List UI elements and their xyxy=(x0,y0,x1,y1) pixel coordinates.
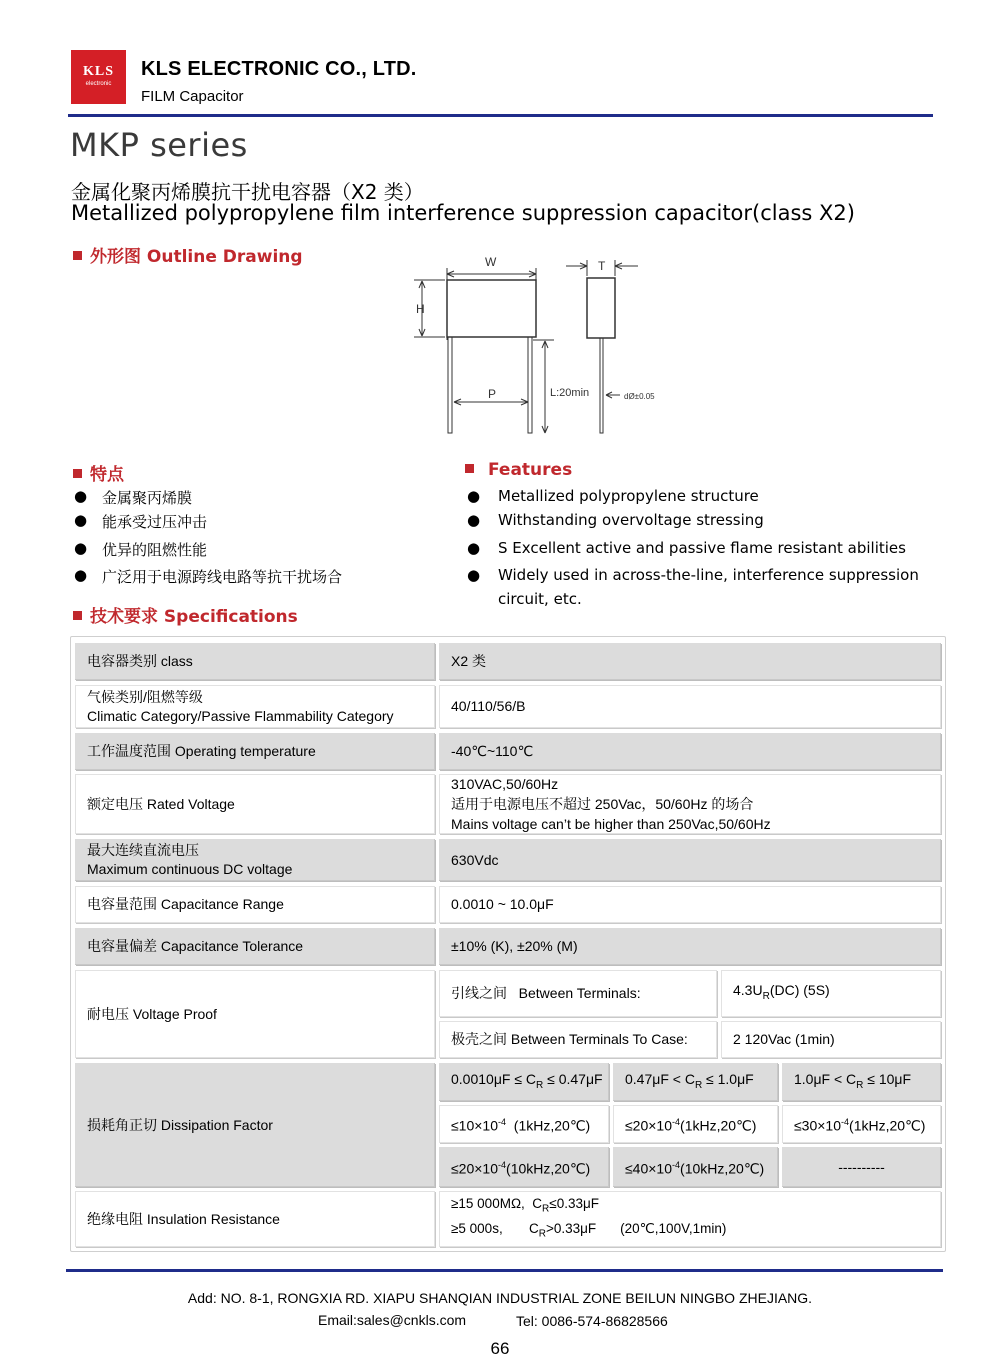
bullet-icon: ● xyxy=(74,539,88,557)
value-part: (10kHz,20℃) xyxy=(680,1160,765,1177)
dim-l-label: L:20min xyxy=(550,387,590,399)
square-bullet-icon xyxy=(73,469,82,478)
header-divider xyxy=(68,114,933,117)
value-subscript: R xyxy=(694,1079,703,1091)
value-part: ≤0.33μF xyxy=(549,1196,599,1212)
spec-label-text: 极壳之间 Between Terminals To Case: xyxy=(451,1031,688,1047)
df-value-10kHz-range-3 xyxy=(782,1147,941,1187)
value-part: (20℃,100V,1min) xyxy=(620,1221,727,1236)
spec-label-text: 电容量范围 Capacitance Range xyxy=(87,896,284,912)
spec-value-cap-tolerance xyxy=(439,928,941,965)
df-value-1kHz-range-3 xyxy=(782,1105,941,1143)
spec-value-climatic xyxy=(439,685,941,728)
spec-value-temperature xyxy=(439,733,941,770)
df-header-text xyxy=(794,1070,941,1095)
value-part: ≤30×10 xyxy=(794,1117,842,1134)
value-subscript: R xyxy=(536,1079,544,1091)
bullet-icon: ● xyxy=(467,511,481,529)
features-en-heading xyxy=(465,460,572,480)
value-part: ≤20×10 xyxy=(625,1117,673,1134)
feature-en-text: Withstanding overvoltage stressing xyxy=(498,511,764,529)
square-bullet-icon xyxy=(73,611,82,620)
spec-value-text: 310VAC,50/60Hz xyxy=(451,776,559,792)
series-title: MKP series xyxy=(70,126,248,164)
df-value-10kHz-range-1 xyxy=(439,1147,609,1187)
df-value-text xyxy=(625,1156,778,1179)
value-exponent: -4 xyxy=(841,1116,850,1127)
spec-label-text: 工作温度范围 Operating temperature xyxy=(87,743,316,759)
value-part: ≤40×10 xyxy=(625,1160,673,1177)
spec-label-text: Maximum continuous DC voltage xyxy=(87,861,293,877)
spec-value-terminals-to-case xyxy=(721,1021,941,1058)
feature-cn-text: 广泛用于电源跨线电路等抗干扰场合 xyxy=(102,568,343,586)
outline-heading-text: 外形图 Outline Drawing xyxy=(90,247,303,267)
value-subscript: R xyxy=(538,1228,546,1240)
spec-label-dissipation-factor xyxy=(75,1063,435,1187)
spec-label-voltage-proof xyxy=(75,970,435,1058)
feature-en-text: circuit, etc. xyxy=(498,590,582,608)
value-part: >0.33μF xyxy=(545,1221,597,1236)
dim-p-label: P xyxy=(488,387,497,401)
spec-value-text: 630Vdc xyxy=(451,851,499,868)
product-type: FILM Capacitor xyxy=(141,88,244,105)
logo-subtext: electronic xyxy=(85,81,112,87)
specifications-heading xyxy=(73,602,298,627)
value-part: (DC) (5S) xyxy=(769,982,830,999)
spec-label-climatic xyxy=(75,685,435,728)
value-part: ≤ 10μF xyxy=(863,1070,912,1087)
spec-value-class xyxy=(439,643,941,680)
spec-value-dc-voltage xyxy=(439,839,941,881)
logo-text: KLS xyxy=(82,64,114,79)
spec-value-text: 0.0010 ~ 10.0μF xyxy=(451,896,554,912)
title-chinese: 金属化聚丙烯膜抗干扰电容器（X2 类） xyxy=(71,180,424,204)
specifications-heading-text: 技术要求 Specifications xyxy=(90,607,298,627)
df-header-text xyxy=(625,1070,778,1095)
bullet-icon: ● xyxy=(467,566,481,584)
value-part: 0.0010μF ≤ C xyxy=(451,1070,537,1087)
value-exponent: -4 xyxy=(672,1159,681,1170)
value-part: ≤ 1.0μF xyxy=(702,1070,754,1087)
spec-label-class xyxy=(75,643,435,680)
df-header-range-2 xyxy=(613,1063,778,1101)
footer-divider xyxy=(66,1269,943,1272)
spec-label-cap-range xyxy=(75,886,435,923)
dim-t-label: T xyxy=(598,259,606,273)
spec-label-text: 额定电压 Rated Voltage xyxy=(87,795,235,812)
square-bullet-icon xyxy=(465,464,474,473)
value-part: (10kHz,20℃) xyxy=(506,1160,591,1177)
df-header-text xyxy=(451,1070,609,1095)
outline-drawing xyxy=(412,250,682,445)
dim-h-label: H xyxy=(416,302,425,316)
value-subscript: R xyxy=(762,990,770,1002)
bullet-icon: ● xyxy=(467,487,481,505)
value-subscript: R xyxy=(856,1079,864,1091)
outline-heading xyxy=(73,242,303,267)
df-header-range-3 xyxy=(782,1063,941,1101)
spec-value-insulation xyxy=(439,1191,941,1247)
spec-value-text: Mains voltage can’t be higher than 250Vac,50/60Hz xyxy=(451,816,771,832)
value-exponent: -4 xyxy=(498,1116,507,1127)
footer-address: Add: NO. 8-1, RONGXIA RD. XIAPU SHANQIAN INDUSTRIAL ZONE BEILUN NINGBO ZHEJIANG. xyxy=(187,1290,813,1306)
spec-label-text: 绝缘电阻 Insulation Resistance xyxy=(87,1210,280,1227)
dim-d-label: dØ±0.05 xyxy=(624,392,655,401)
value-part: 4.3U xyxy=(733,982,763,999)
spec-value-text xyxy=(451,1194,941,1219)
feature-en-text: S Excellent active and passive flame resistant abilities xyxy=(498,539,906,557)
value-part: 0.47μF < C xyxy=(625,1070,695,1087)
spec-label-dc-voltage xyxy=(75,839,435,881)
spec-sublabel-terminals-to-case xyxy=(439,1021,717,1058)
page-number: 66 xyxy=(490,1339,510,1358)
features-cn-heading xyxy=(73,460,124,485)
footer-tel: Tel: 0086-574-86828566 xyxy=(516,1313,668,1329)
specifications-table xyxy=(70,636,946,1252)
spec-label-text: Climatic Category/Passive Flammability Category xyxy=(87,707,394,724)
df-value-text xyxy=(794,1113,941,1136)
spec-sublabel-between-terminals xyxy=(439,970,717,1017)
df-value-text: ---------- xyxy=(838,1158,885,1175)
features-cn-heading-text: 特点 xyxy=(90,465,124,485)
bullet-icon: ● xyxy=(74,511,88,529)
df-value-1kHz-range-2 xyxy=(613,1105,778,1143)
value-part: (1kHz,20℃) xyxy=(680,1117,757,1134)
value-part: ≤10×10 xyxy=(451,1117,499,1134)
df-value-text xyxy=(451,1156,609,1179)
features-en-heading-text: Features xyxy=(488,460,573,480)
bullet-icon: ● xyxy=(74,566,88,584)
df-value-1kHz-range-1 xyxy=(439,1105,609,1143)
spec-value-text: 适用于电源电压不超过 250Vac，50/60Hz 的场合 xyxy=(451,796,754,812)
spec-value-cap-range xyxy=(439,886,941,923)
spec-label-text: 气候类别/阻燃等级 xyxy=(87,688,203,705)
spec-label-text: 耐电压 Voltage Proof xyxy=(87,1005,217,1022)
spec-value-text: X2 类 xyxy=(451,653,487,669)
feature-cn-text: 优异的阻燃性能 xyxy=(102,541,208,559)
df-value-text xyxy=(625,1113,778,1136)
spec-label-text: 电容器类别 class xyxy=(87,653,193,669)
company-name: KLS ELECTRONIC CO., LTD. xyxy=(141,58,417,80)
spec-value-text: -40℃~110℃ xyxy=(451,743,534,759)
value-exponent: -4 xyxy=(498,1159,507,1170)
feature-en-text: Metallized polypropylene structure xyxy=(498,487,759,505)
value-part: ≤ 0.47μF xyxy=(543,1070,603,1087)
value-exponent: -4 xyxy=(672,1116,681,1127)
df-header-range-1 xyxy=(439,1063,609,1101)
spec-value-text: 40/110/56/B xyxy=(451,698,526,714)
spec-value-text: ±10% (K), ±20% (M) xyxy=(451,938,578,954)
value-part: (1kHz,20℃) xyxy=(506,1117,591,1134)
value-subscript: R xyxy=(542,1204,550,1215)
spec-value-text: 2 120Vac (1min) xyxy=(733,1031,835,1047)
value-part: ≤20×10 xyxy=(451,1160,499,1177)
dim-w-label: W xyxy=(485,255,497,269)
value-part: 1.0μF < C xyxy=(794,1070,857,1087)
value-part: (1kHz,20℃) xyxy=(849,1117,926,1134)
title-english: Metallized polypropylene film interference suppression capacitor(class X2) xyxy=(71,201,855,225)
bullet-icon: ● xyxy=(74,487,88,505)
spec-value-text xyxy=(733,981,941,1006)
company-logo xyxy=(71,50,126,104)
df-value-text xyxy=(451,1113,609,1136)
spec-label-insulation xyxy=(75,1191,435,1247)
spec-label-temperature xyxy=(75,733,435,770)
spec-label-cap-tolerance xyxy=(75,928,435,965)
feature-cn-text: 金属聚丙烯膜 xyxy=(102,489,193,507)
spec-value-between-terminals xyxy=(721,970,941,1017)
spec-label-text: 损耗角正切 Dissipation Factor xyxy=(87,1116,273,1133)
footer-email: Email:sales@cnkls.com xyxy=(318,1312,467,1328)
spec-label-text: 引线之间 Between Terminals: xyxy=(451,985,641,1001)
spec-label-text: 最大连续直流电压 xyxy=(87,842,199,858)
spec-value-text xyxy=(451,1219,941,1244)
spec-value-rated-voltage xyxy=(439,774,941,834)
spec-label-text: 电容量偏差 Capacitance Tolerance xyxy=(87,938,304,954)
feature-en-text: Widely used in across-the-line, interference suppression xyxy=(498,566,919,584)
square-bullet-icon xyxy=(73,251,82,260)
df-value-10kHz-range-2 xyxy=(613,1147,778,1187)
value-part: ≥5 000s, C xyxy=(451,1221,539,1236)
bullet-icon: ● xyxy=(467,539,481,557)
value-part: ≥15 000MΩ, C xyxy=(451,1196,543,1212)
spec-label-rated-voltage xyxy=(75,774,435,834)
feature-cn-text: 能承受过压冲击 xyxy=(102,513,208,531)
